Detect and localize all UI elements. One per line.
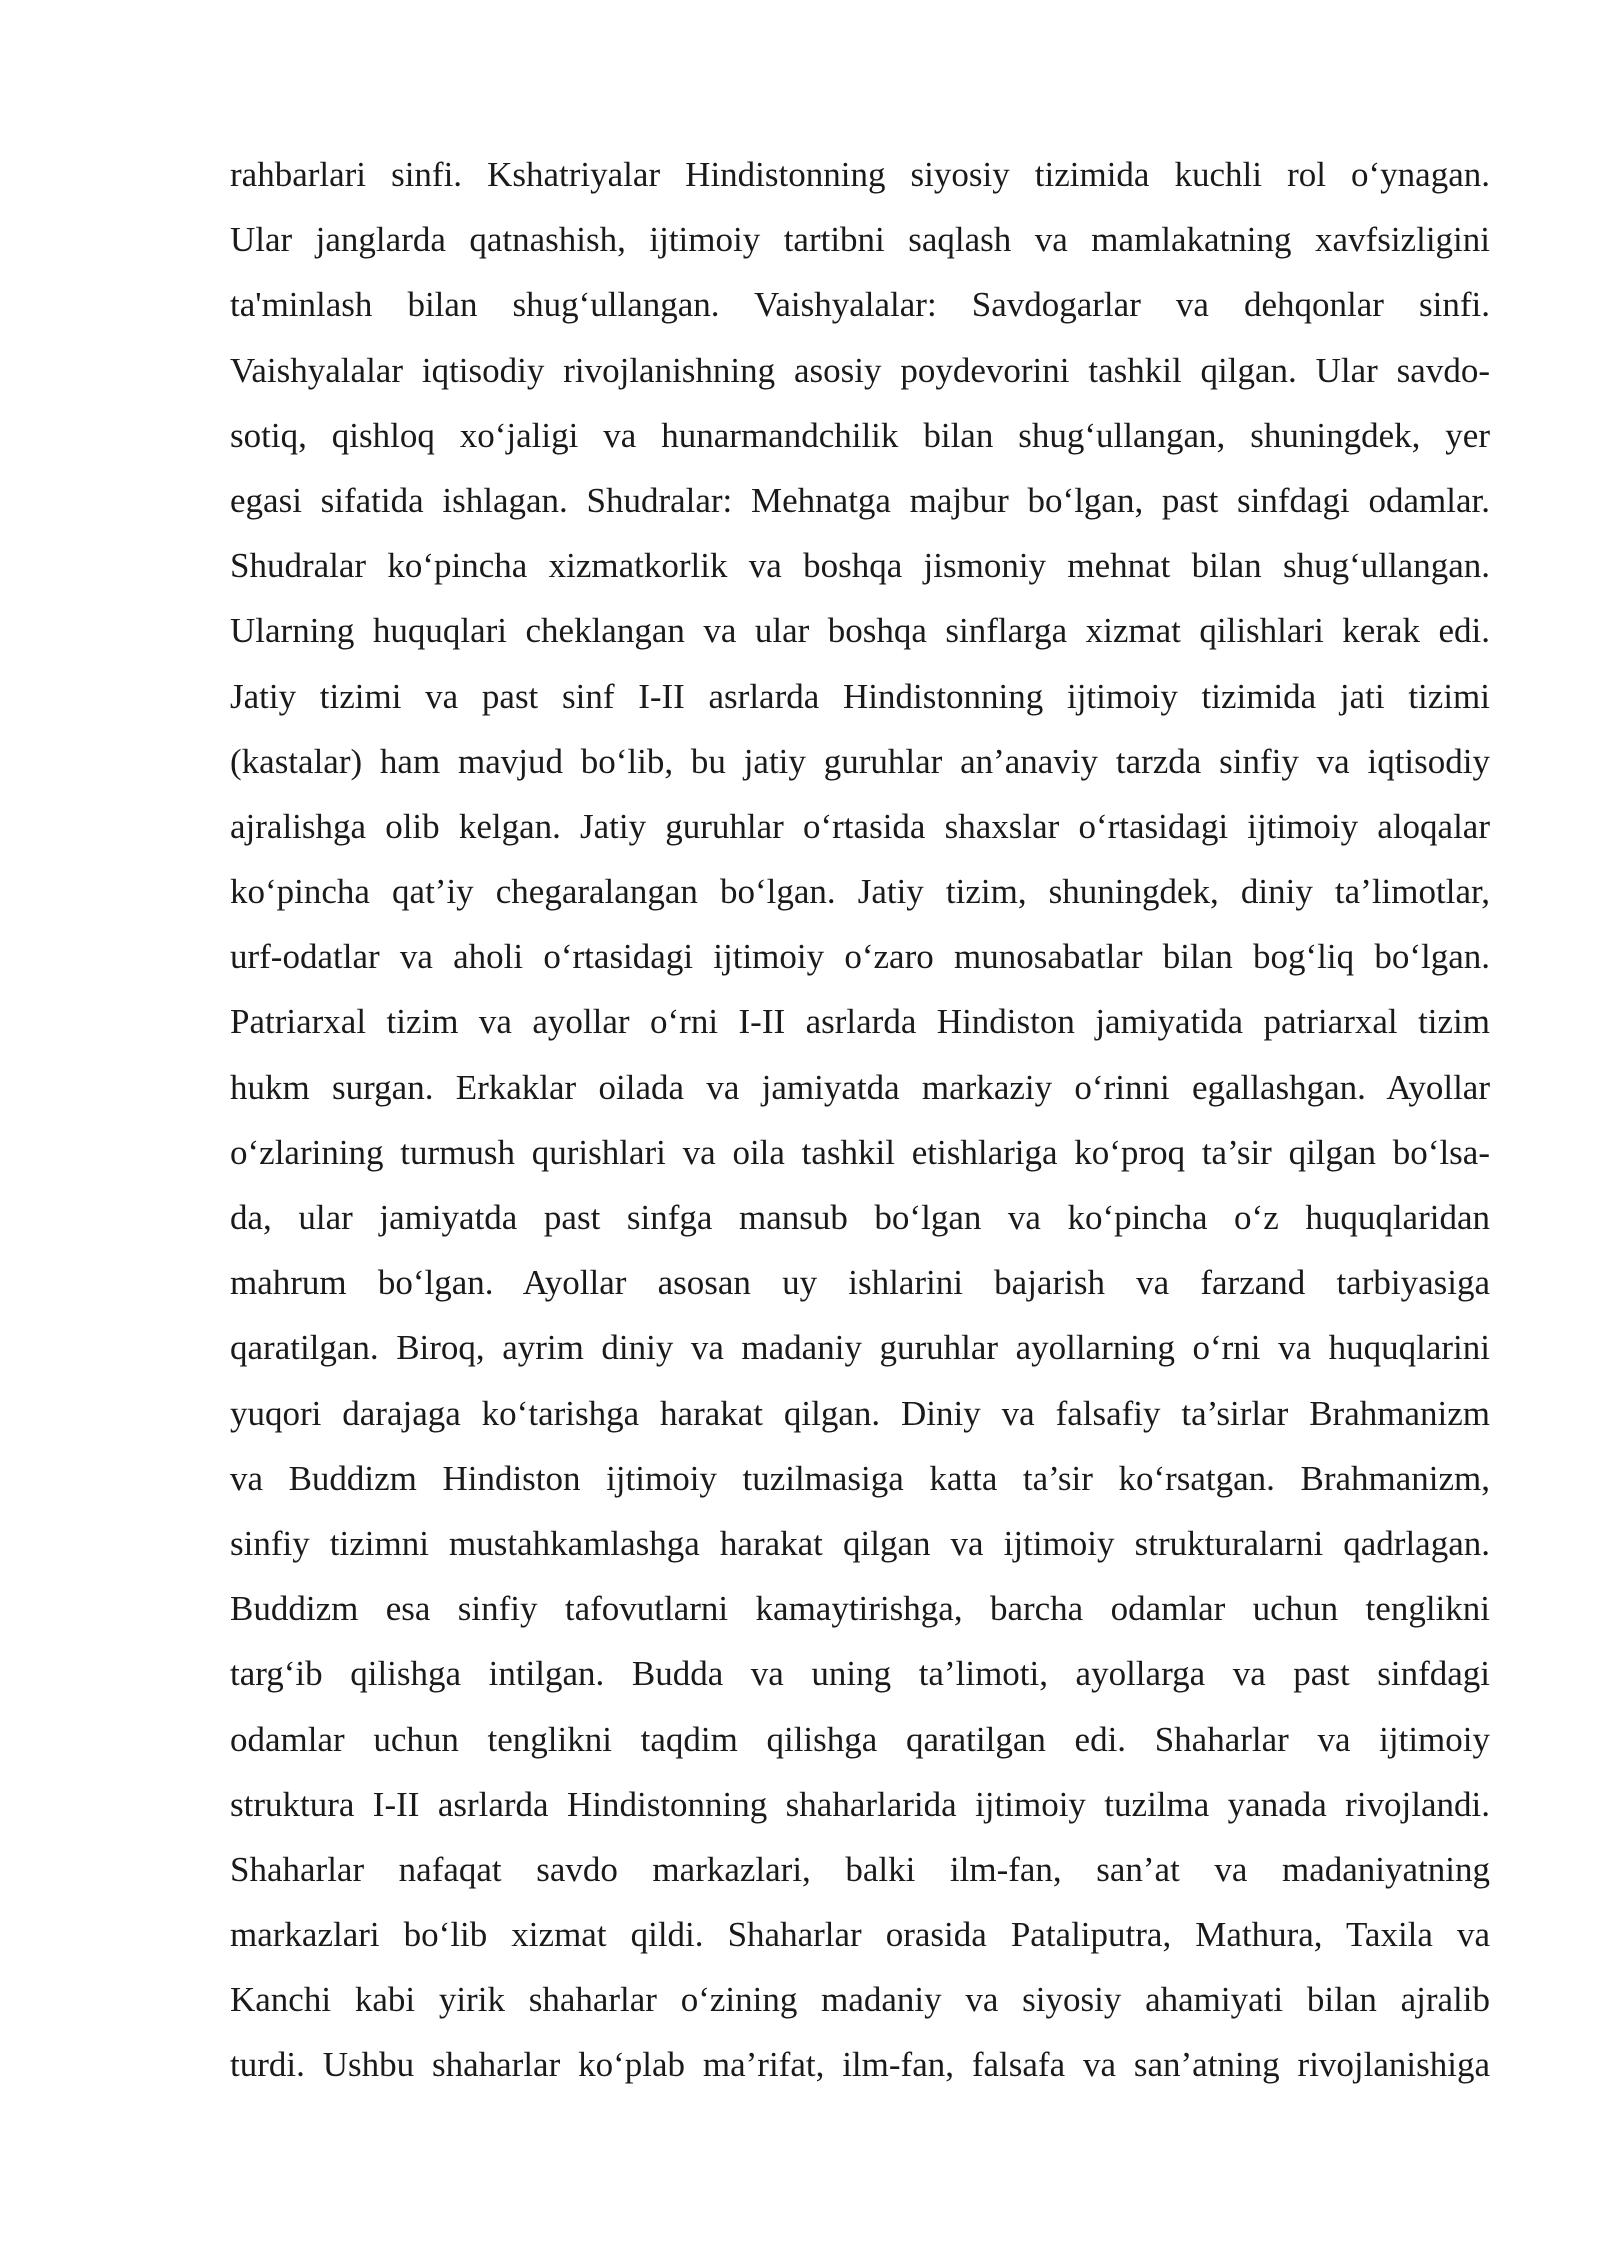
text-line: struktura I-II asrlarda Hindistonning shaharlarida ijtimoiy tuzilma yanada rivojlandi.	[230, 1784, 1490, 1824]
text-line: (kastalar) ham mavjud bo‘lib, bu jatiy guruhlar an’anaviy tarzda sinfiy va iqtisodiy	[230, 741, 1490, 781]
text-line: va Buddizm Hindiston ijtimoiy tuzilmasiga katta ta’sir ko‘rsatgan. Brahmanizm,	[230, 1458, 1490, 1498]
text-line: urf-odatlar va aholi o‘rtasidagi ijtimoiy o‘zaro munosabatlar bilan bog‘liq bo‘lgan.	[230, 937, 1490, 977]
text-line: Buddizm esa sinfiy tafovutlarni kamaytirishga, barcha odamlar uchun tenglikni	[230, 1589, 1490, 1629]
body-text	[230, 142, 1490, 2098]
text-line: yuqori darajaga ko‘tarishga harakat qilgan. Diniy va falsafiy ta’sirlar Brahmanizm	[230, 1393, 1490, 1433]
text-line: Shudralar ko‘pincha xizmatkorlik va boshqa jismoniy mehnat bilan shug‘ullangan.	[230, 546, 1490, 586]
text-line: rahbarlari sinfi. Kshatriyalar Hindistonning siyosiy tizimida kuchli rol o‘ynagan.	[230, 155, 1490, 194]
text-line: mahrum bo‘lgan. Ayollar asosan uy ishlarini bajarish va farzand tarbiyasiga	[230, 1263, 1490, 1303]
text-line: hukm surgan. Erkaklar oilada va jamiyatda markaziy o‘rinni egallashgan. Ayollar	[230, 1067, 1490, 1107]
text-line: sotiq, qishloq xo‘jaligi va hunarmandchilik bilan shug‘ullangan, shuningdek, yer	[230, 415, 1490, 455]
text-line: Kanchi kabi yirik shaharlar o‘zining madaniy va siyosiy ahamiyati bilan ajralib	[230, 1980, 1490, 2020]
text-line: ko‘pincha qat’iy chegaralangan bo‘lgan. Jatiy tizim, shuningdek, diniy ta’limotlar,	[230, 872, 1490, 912]
text-line: Ularning huquqlari cheklangan va ular boshqa sinflarga xizmat qilishlari kerak edi.	[230, 611, 1490, 651]
text-line: Shaharlar nafaqat savdo markazlari, balki ilm-fan, san’at va madaniyatning	[230, 1849, 1490, 1889]
text-line: odamlar uchun tenglikni taqdim qilishga qaratilgan edi. Shaharlar va ijtimoiy	[230, 1719, 1490, 1759]
text-line: Jatiy tizimi va past sinf I-II asrlarda Hindistonning ijtimoiy tizimida jati tizimi	[230, 676, 1490, 716]
text-line: o‘zlarining turmush qurishlari va oila tashkil etishlariga ko‘proq ta’sir qilgan bo‘lsa-	[230, 1132, 1490, 1172]
text-line: qaratilgan. Biroq, ayrim diniy va madaniy guruhlar ayollarning o‘rni va huquqlarini	[230, 1328, 1490, 1368]
text-line: markazlari bo‘lib xizmat qildi. Shaharlar orasida Pataliputra, Mathura, Taxila va	[230, 1915, 1490, 1955]
text-line: ta'minlash bilan shug‘ullangan. Vaishyalalar: Savdogarlar va dehqonlar sinfi.	[230, 285, 1490, 325]
text-line: targ‘ib qilishga intilgan. Budda va uning ta’limoti, ayollarga va past sinfdagi	[230, 1654, 1490, 1694]
text-line: sinfiy tizimni mustahkamlashga harakat qilgan va ijtimoiy strukturalarni qadrlagan.	[230, 1523, 1490, 1563]
text-line: Ular janglarda qatnashish, ijtimoiy tartibni saqlash va mamlakatning xavfsizligini	[230, 220, 1490, 260]
text-line: turdi. Ushbu shaharlar ko‘plab ma’rifat, ilm-fan, falsafa va san’atning rivojlanishiga	[230, 2045, 1490, 2085]
text-line: da, ular jamiyatda past sinfga mansub bo‘lgan va ko‘pincha o‘z huquqlaridan	[230, 1198, 1490, 1237]
text-line: Vaishyalalar iqtisodiy rivojlanishning asosiy poydevorini tashkil qilgan. Ular savdo-	[230, 350, 1490, 390]
text-line: ajralishga olib kelgan. Jatiy guruhlar o‘rtasida shaxslar o‘rtasidagi ijtimoiy aloqalar	[230, 806, 1490, 846]
text-line: Patriarxal tizim va ayollar o‘rni I-II asrlarda Hindiston jamiyatida patriarxal tizim	[230, 1002, 1490, 1042]
text-line: egasi sifatida ishlagan. Shudralar: Mehnatga majbur bo‘lgan, past sinfdagi odamlar.	[230, 480, 1490, 520]
